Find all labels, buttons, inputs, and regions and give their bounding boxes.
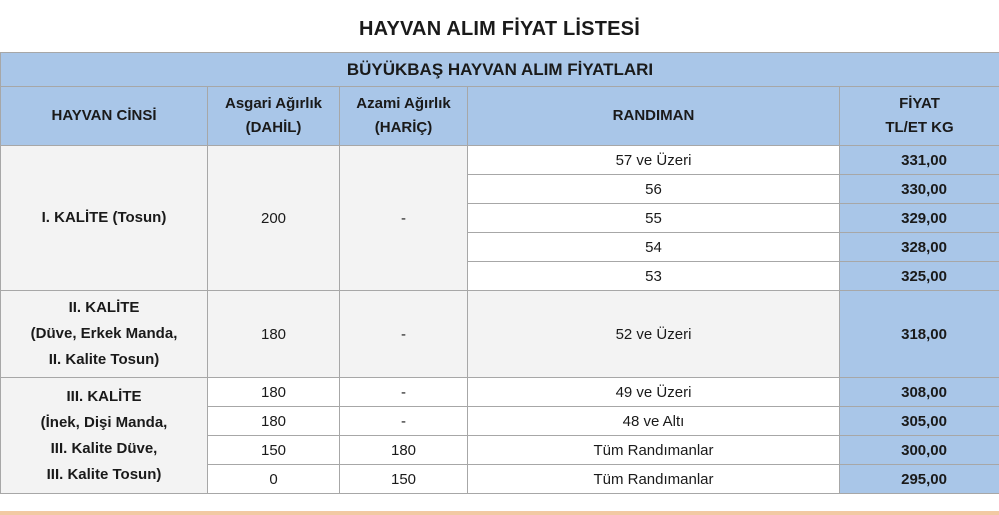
- header-yield: RANDIMAN: [468, 87, 840, 146]
- header-price-line1: FİYAT: [899, 95, 940, 112]
- price-cell: 305,00: [840, 407, 999, 436]
- grade3-name-line4: III. Kalite Tosun): [46, 465, 162, 483]
- header-max-weight: [340, 87, 468, 146]
- grade3-name-line3: III. Kalite Düve,: [50, 439, 158, 457]
- header-max-weight-line2: (HARİÇ): [374, 119, 433, 136]
- grade2-min-weight: 180: [208, 291, 340, 378]
- price-cell: 329,00: [840, 204, 999, 233]
- min-weight-cell: 180: [208, 378, 340, 407]
- max-weight-cell: 180: [340, 436, 468, 465]
- header-animal-type: HAYVAN CİNSİ: [1, 87, 208, 146]
- header-min-weight-line1: Asgari Ağırlık: [225, 95, 322, 112]
- yield-cell: 57 ve Üzeri: [468, 146, 840, 175]
- price-cell: 330,00: [840, 175, 999, 204]
- grade1-name: I. KALİTE (Tosun): [1, 146, 208, 291]
- header-price: [840, 87, 999, 146]
- max-weight-cell: -: [340, 378, 468, 407]
- grade3-name: [1, 378, 208, 494]
- price-cell: 328,00: [840, 233, 999, 262]
- page-title: HAYVAN ALIM FİYAT LİSTESİ: [0, 0, 999, 52]
- price-cell: 295,00: [840, 465, 999, 494]
- grade2-name-line3: II. Kalite Tosun): [48, 351, 160, 368]
- yield-cell: 54: [468, 233, 840, 262]
- grade2-yield: 52 ve Üzeri: [468, 291, 840, 378]
- grade2-name: [1, 291, 208, 378]
- grade2-name-line2: (Düve, Erkek Manda,: [30, 325, 178, 342]
- table-row: [1, 146, 999, 175]
- yield-cell: Tüm Randımanlar: [468, 436, 840, 465]
- yield-cell: 53: [468, 262, 840, 291]
- min-weight-cell: 150: [208, 436, 340, 465]
- min-weight-cell: 180: [208, 407, 340, 436]
- header-min-weight-line2: (DAHİL): [245, 119, 302, 136]
- grade3-name-line1: III. KALİTE: [66, 387, 142, 405]
- grade2-name-line1: II. KALİTE: [68, 299, 140, 316]
- max-weight-cell: 150: [340, 465, 468, 494]
- price-cell: 325,00: [840, 262, 999, 291]
- table-row: [1, 291, 999, 378]
- min-weight-cell: 0: [208, 465, 340, 494]
- price-table: [0, 52, 999, 494]
- yield-cell: Tüm Randımanlar: [468, 465, 840, 494]
- grade1-min-weight: 200: [208, 146, 340, 291]
- grade3-name-line2: (İnek, Dişi Manda,: [40, 413, 168, 431]
- grade1-max-weight: -: [340, 146, 468, 291]
- price-cell: 331,00: [840, 146, 999, 175]
- bottom-strip: [0, 511, 999, 515]
- header-max-weight-line1: Azami Ağırlık: [356, 95, 451, 112]
- price-cell: 308,00: [840, 378, 999, 407]
- grade2-max-weight: -: [340, 291, 468, 378]
- header-min-weight: [208, 87, 340, 146]
- yield-cell: 55: [468, 204, 840, 233]
- yield-cell: 48 ve Altı: [468, 407, 840, 436]
- table-row: [1, 378, 999, 407]
- yield-cell: 56: [468, 175, 840, 204]
- max-weight-cell: -: [340, 407, 468, 436]
- price-cell: 300,00: [840, 436, 999, 465]
- yield-cell: 49 ve Üzeri: [468, 378, 840, 407]
- header-price-line2: TL/ET KG: [885, 119, 954, 136]
- grade2-price: 318,00: [840, 291, 999, 378]
- section-title: BÜYÜKBAŞ HAYVAN ALIM FİYATLARI: [1, 53, 999, 87]
